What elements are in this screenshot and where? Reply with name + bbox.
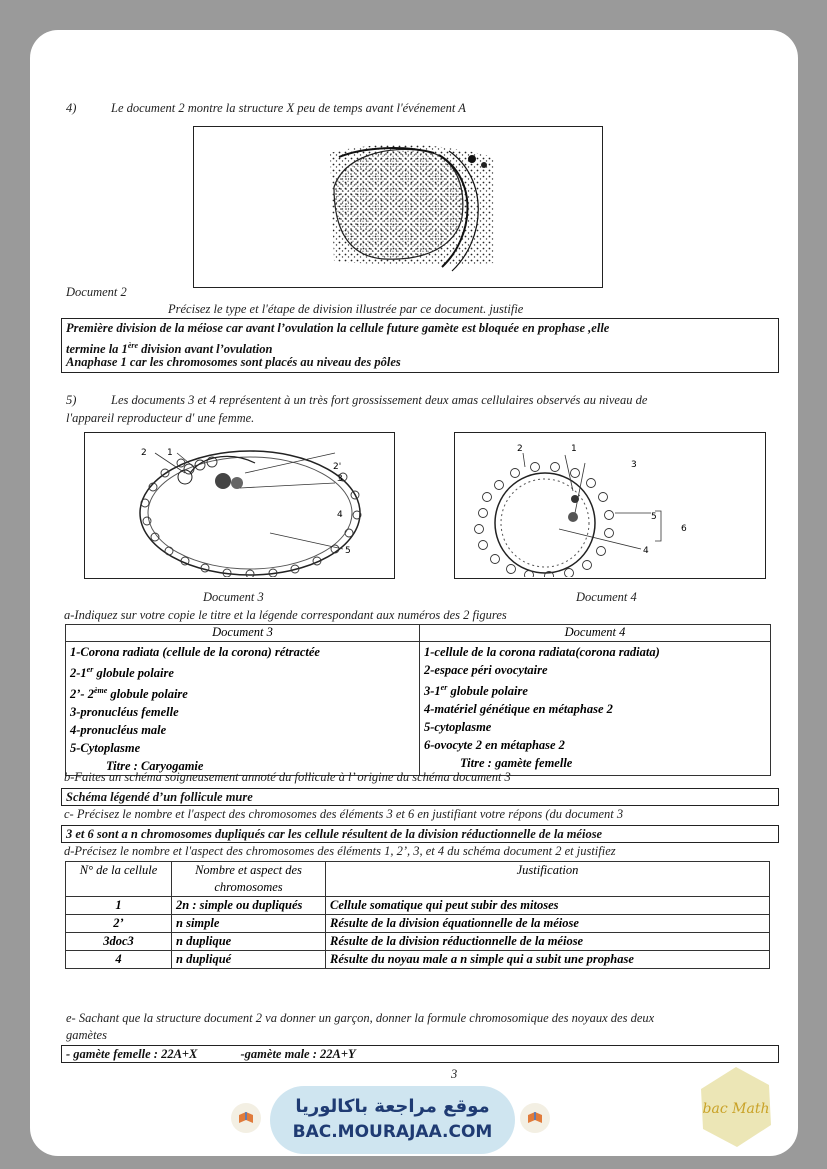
table-row	[66, 951, 770, 969]
q5d-question: d-Précisez le nombre et l'aspect des chromosomes des éléments 1, 2’, 3, et 4 du schéma document 2 et justifiez	[64, 844, 616, 858]
table-cell: 1	[66, 897, 172, 915]
table-row	[66, 897, 770, 915]
legend-doc4-item: 6-ovocyte 2 en métaphase 2	[424, 738, 565, 753]
table-legends-doc3-cell	[66, 642, 420, 776]
legend-doc3-item: 1-Corona radiata (cellule de la corona) rétractée	[70, 645, 320, 659]
table-cell: Résulte du noyau male a n simple qui a subit une prophase	[326, 951, 770, 969]
table-legends	[65, 624, 771, 776]
doc3-label-4: 4	[337, 510, 343, 520]
table-row	[66, 915, 770, 933]
q5b-question: b-Faites un schéma soigneusement annoté du follicule à l’ origine du schéma document 3	[64, 770, 511, 784]
fertilized-oocyte-illustration	[85, 433, 393, 577]
table-cell: Cellule somatique qui peut subir des mitoses	[326, 897, 770, 915]
q5e-answer-male: -gamète male : 22A+Y	[240, 1047, 356, 1061]
table-legends-doc4-cell	[420, 642, 771, 776]
q4-answer-line2: termine la 1ère division avant l’ovulation	[66, 341, 273, 357]
table-cell: Résulte de la division équationnelle de la méiose	[326, 915, 770, 933]
q5-text-line2: l'appareil reproducteur d' une femme.	[66, 411, 255, 425]
legend-doc3-title: Titre : Caryogamie	[106, 759, 204, 774]
legend-doc3-item: 3-pronucléus femelle	[70, 705, 179, 720]
doc4-label-5: 5	[651, 512, 657, 522]
book-logo-icon	[231, 1103, 261, 1133]
table-cell: 2’	[66, 915, 172, 933]
q5e-question-line1: e- Sachant que la structure document 2 va donner un garçon, donner la formule chromosomique des noyaux des deux	[66, 1011, 655, 1025]
document-2-figure	[193, 126, 603, 288]
q4-answer-line3: Anaphase 1 car les chromosomes sont placés au niveau des pôles	[66, 355, 401, 369]
q5-text-line1: Les documents 3 et 4 représentent à un très fort grossissement deux amas cellulaires observés au niveau de	[111, 393, 648, 407]
doc3-label-3: 3	[337, 474, 343, 484]
q5e-question-line2: gamètes	[66, 1028, 107, 1042]
legend-doc4-item: 5-cytoplasme	[424, 720, 492, 735]
doc3-label-1: 1	[167, 448, 173, 458]
document-4-label: Document 4	[576, 590, 637, 604]
table-cell: 3doc3	[66, 933, 172, 951]
q4-instruction: Précisez le type et l'étape de division illustrée par ce document. justifie	[168, 302, 524, 316]
legend-doc3-item: 4-pronucléus male	[70, 723, 167, 738]
oocyte-metaphase-illustration	[455, 433, 764, 577]
table-chrom-header-justification: Justification	[326, 862, 770, 897]
page-number: 3	[451, 1067, 458, 1081]
table-cell: n simple	[172, 915, 326, 933]
document-2-label: Document 2	[66, 285, 127, 299]
table-cell: n duplique	[172, 933, 326, 951]
table-cell: 4	[66, 951, 172, 969]
table-chrom-header-aspect: Nombre et aspect des chromosomes	[172, 862, 326, 897]
q4-number: 4)	[66, 101, 77, 115]
site-url: BAC.MOURAJAA.COM	[292, 1122, 493, 1142]
doc4-label-2: 2	[517, 444, 523, 454]
q5e-answer	[61, 1045, 779, 1063]
q5e-answer-female: - gamète femelle : 22A+X	[66, 1047, 198, 1061]
q4-answer-box	[61, 318, 779, 373]
legend-doc4-item: 4-matériel génétique en métaphase 2	[424, 702, 613, 717]
legend-doc4-item: 2-espace péri ovocytaire	[424, 663, 548, 677]
legend-doc3-item: 5-Cytoplasme	[70, 741, 141, 756]
table-legends-header-doc4: Document 4	[420, 625, 771, 642]
doc4-label-4: 4	[643, 546, 649, 556]
table-cell: 2n : simple ou dupliqués	[172, 897, 326, 915]
site-name-arabic: موقع مراجعة باكالوريا	[295, 1096, 490, 1117]
table-legends-header-doc3: Document 3	[66, 625, 420, 642]
legend-doc3-item: 2-1er globule polaire	[70, 665, 174, 681]
q5-number: 5)	[66, 393, 77, 407]
legend-doc4-item: 3-1er globule polaire	[424, 683, 528, 699]
q4-answer-line1: Première division de la méiose car avant l’ovulation la cellule future gamète est bloquée en prophase ,elle	[66, 321, 610, 335]
q5c-answer: 3 et 6 sont a n chromosomes dupliqués car les cellule résultent de la division réductionnelle de la méiose	[61, 825, 779, 843]
table-cell: Résulte de la division réductionnelle de la méiose	[326, 933, 770, 951]
bac-math-badge-icon	[697, 1065, 775, 1149]
doc3-label-2prime: 2'	[333, 462, 342, 472]
legend-doc3-item: 2’- 2ème globule polaire	[70, 686, 188, 702]
doc4-label-3: 3	[631, 460, 637, 470]
document-3-label: Document 3	[203, 590, 264, 604]
doc4-label-1: 1	[571, 444, 577, 454]
site-logo-link[interactable]	[270, 1086, 515, 1154]
table-row	[66, 933, 770, 951]
doc4-label-6: 6	[681, 524, 687, 534]
doc3-label-5: 5	[345, 546, 351, 556]
doc3-label-2: 2	[141, 448, 147, 458]
document-4-figure	[454, 432, 766, 579]
q5a-question: a-Indiquez sur votre copie le titre et la légende correspondant aux numéros des 2 figures	[64, 608, 507, 622]
document-3-figure	[84, 432, 395, 579]
svg-text:bac Math: bac Math	[702, 1101, 770, 1117]
legend-doc4-title: Titre : gamète femelle	[460, 756, 573, 771]
q5c-question: c- Précisez le nombre et l'aspect des chromosomes des éléments 3 et 6 en justifiant votre répons (du document 3	[64, 807, 624, 821]
q5b-answer: Schéma légendé d’un follicule mure	[61, 788, 779, 806]
table-chrom-header-cell: N° de la cellule	[66, 862, 172, 897]
legend-doc4-item: 1-cellule de la corona radiata(corona radiata)	[424, 645, 660, 659]
cell-division-illustration	[194, 127, 601, 286]
table-cell: n dupliqué	[172, 951, 326, 969]
table-chromosomes	[65, 861, 770, 969]
book-logo-icon	[520, 1103, 550, 1133]
q4-text: Le document 2 montre la structure X peu de temps avant l'événement A	[111, 101, 466, 115]
